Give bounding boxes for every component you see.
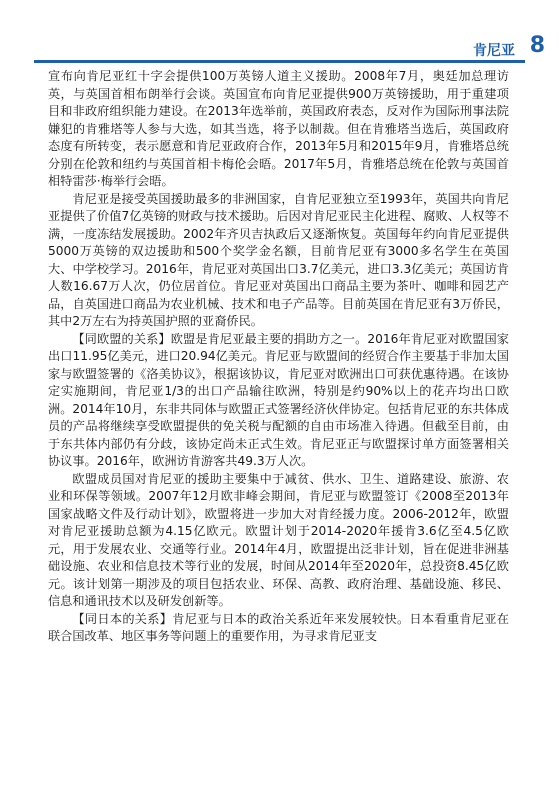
paragraph: 肯尼亚是接受英国援助最多的非洲国家，自肯尼亚独立至1993年，英国共向肯尼亚提供了价值7亿英镑的财政与技术援助。后因对肯尼亚民主化进程、腐败、人权等不满，一度冻结发展援助。2002年齐贝吉执政后又逐渐恢复。英国每年约向肯尼亚提供5000万英镑的双边援助和500个奖学金名额，目前肯尼亚有3000多名学生在英国大、中学校学习。2016年，肯尼亚对英国出口3.7亿美元，进口3.3亿美元；英国访肯人数16.67万人次，仍位居首位。肯尼亚对英国出口商品主要为茶叶、咖啡和园艺产品，自英国进口商品为农业机械、技术和电子产品等。目前英国在肯尼亚有3万侨民，其中2万左右为持英国护照的亚裔侨民。 bbox=[48, 191, 509, 328]
paragraph-eu-relations: 【同欧盟的关系】欧盟是肯尼亚最主要的捐助方之一。2016年肯尼亚对欧盟国家出口11.95亿美元，进口20.94亿美元。肯尼亚与欧盟间的经贸合作主要基于非加太国家与欧盟签署的《洛美协议》，根据该协议，肯尼亚对欧洲出口可获优惠待遇。在该协定实施期间，肯尼亚1/3的出口产品输往欧洲，特别是约90%以上的花卉均出口欧洲。2014年10月，东非共同体与欧盟正式签署经济伙伴协定。包括肯尼亚的东共体成员的产品将继续享受欧盟提供的免关税与配额的自由市场准入待遇。但截至目前，由于东共体内部仍有分歧，该协定尚未正式生效。肯尼亚正与欧盟探讨单方面签署相关协议事。2016年，欧洲访肯游客共49.3万人次。 bbox=[48, 331, 509, 468]
paragraph: 宣布向肯尼亚红十字会提供100万英镑人道主义援助。2008年7月，奥廷加总理访英，与英国首相布朗举行会谈。英国宣布向肯尼亚提供900万英镑援助，用于重建项目和非政府组织能力建设。在2013年选举前，英国政府表态，反对作为国际刑事法院嫌犯的肯雅塔等人参与大选，如其当选，将予以制裁。但在肯雅塔当选后，英国政府态度有所转变，表示愿意和肯尼亚政府合作，2013年5月和2015年9月，肯雅塔总统分别在伦敦和纽约与英国首相卡梅伦会晤。2017年5月，肯雅塔总统在伦敦与英国首相特雷莎·梅举行会晤。 bbox=[48, 69, 509, 188]
section-label: 肯尼亚 bbox=[473, 43, 515, 59]
paragraph-japan-relations: 【同日本的关系】肯尼亚与日本的政治关系近年来发展较快。日本看重肯尼亚在联合国改革、地区事务等问题上的重要作用，为寻求肯尼亚支 bbox=[48, 611, 509, 643]
page-number: 8 bbox=[529, 33, 545, 58]
body-text bbox=[48, 68, 509, 646]
header-rule bbox=[34, 60, 525, 63]
paragraph: 欧盟成员国对肯尼亚的援助主要集中于减贫、供水、卫生、道路建设、旅游、农业和环保等领域。2007年12月欧非峰会期间，肯尼亚与欧盟签订《2008至2013年国家战略文件及行动计划》，欧盟将进一步加大对肯经援力度。2006-2012年，欧盟对肯尼亚援助总额为4.15亿欧元。欧盟计划于2014-2020年援肯3.6亿至4.5亿欧元，用于发展农业、交通等行业。2014年4月，欧盟提出泛非计划，旨在促进非洲基础设施、农业和信息技术等行业的发展，时间从2014年至2020年，总投资8.45亿欧元。该计划第一期涉及的项目包括农业、环保、高教、政府治理、基础设施、移民、信息和通讯技术以及研发创新等。 bbox=[48, 471, 509, 608]
